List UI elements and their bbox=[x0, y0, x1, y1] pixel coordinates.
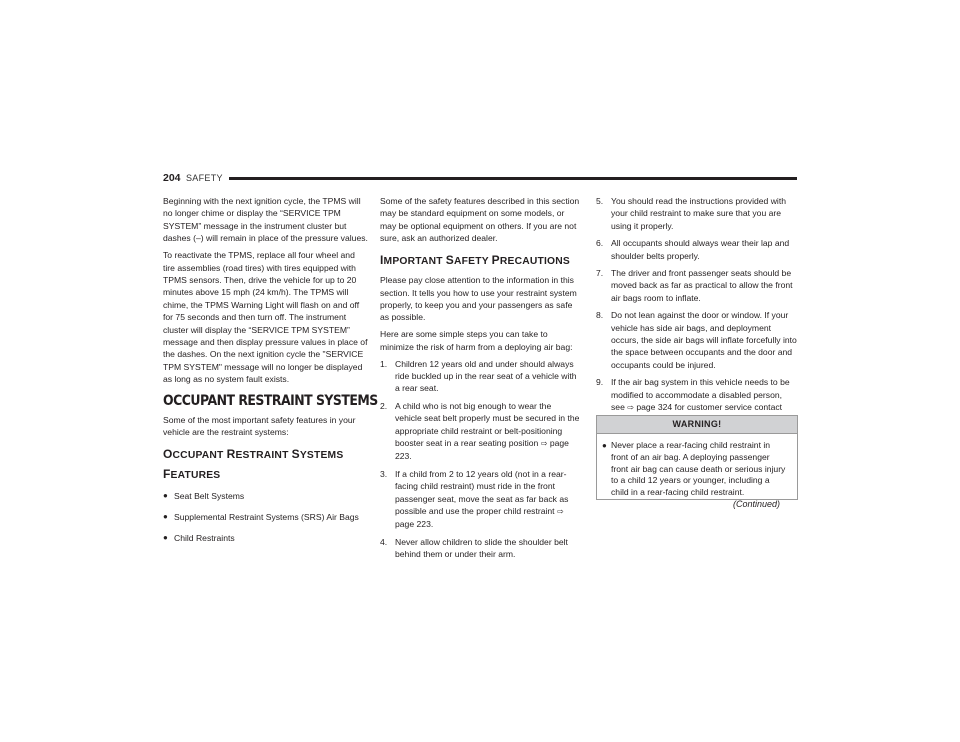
list-item: 7. The driver and front passenger seats should be moved back as far as practical to allow the front air bags room to inflate. bbox=[596, 268, 793, 303]
page-reference-link[interactable]: page 223. bbox=[395, 438, 569, 462]
list-item: 5. You should read the instructions provided with your child restraint to make sure that you are using it properly. bbox=[596, 196, 787, 231]
bullet-dot-icon: ● bbox=[163, 533, 168, 543]
paragraph-restraint-intro: Some of the most important safety features in your vehicle are the restraint systems: bbox=[163, 415, 356, 438]
heading-occupant-restraint-systems: OCCUPANT RESTRAINT SYSTEMS bbox=[163, 392, 378, 409]
header-rule bbox=[229, 177, 797, 180]
subheading-restraint-features: OCCUPANT RESTRAINT SYSTEMS FEATURES bbox=[163, 446, 344, 482]
bullet-dot-icon: ● bbox=[602, 441, 607, 450]
page-reference-arrow-icon: ⇨ bbox=[556, 507, 564, 517]
features-list bbox=[163, 490, 368, 545]
list-item: ● Child Restraints bbox=[163, 533, 235, 544]
precautions-list-part2 bbox=[596, 195, 798, 427]
precautions-list-part1 bbox=[380, 358, 580, 561]
page-reference-link[interactable]: page 324 for customer service contact bbox=[636, 402, 783, 413]
list-item: ● Supplemental Restraint Systems (SRS) Air Bags bbox=[163, 512, 359, 523]
paragraph-tpms-disabled: Beginning with the next ignition cycle, the TPMS will no longer chime or display the “SERVICE TPM SYSTEM” message in the instrument cluster but dashes (–) will remain in place of the pressure values. bbox=[163, 196, 368, 244]
bullet-dot-icon: ● bbox=[163, 512, 168, 522]
column-right bbox=[596, 195, 798, 432]
page-reference-arrow-icon: ⇨ bbox=[627, 403, 634, 413]
page-reference-arrow-icon: ⇨ bbox=[540, 439, 548, 448]
section-title: SAFETY bbox=[186, 173, 223, 183]
warning-body bbox=[597, 434, 797, 499]
paragraph-attention: Please pay close attention to the information in this section. It tells you how to use your restraint system properly, to keep you and your passengers as safe as possible. bbox=[380, 275, 577, 323]
paragraph-tpms-reactivate: To reactivate the TPMS, replace all four wheel and tire assemblies (road tires) with tires equipped with TPMS sensors. Then, drive the vehicle for up to 20 minutes above 15 mph (24 km/h). The TPMS will chime, the TPMS Warning Light will flash on and off for 75 seconds and then turn off. The instrument cluster will display the “SERVICE TPM SYSTEM” message and then display pressure values in place of the dashes. On the next ignition cycle the "SERVICE TPM SYSTEM" message will no longer be displayed as long as no system fault exists. bbox=[163, 250, 368, 385]
continued-label: (Continued) bbox=[733, 499, 781, 509]
column-middle bbox=[380, 195, 580, 566]
paragraph-optional-equipment: Some of the safety features described in this section may be standard equipment on some models, or may be optional equipment on others. If you are not sure, ask an authorized dealer. bbox=[380, 196, 580, 244]
list-item: 6. All occupants should always wear their lap and shoulder belts properly. bbox=[596, 238, 790, 261]
list-item: 1. Children 12 years old and under should always ride buckled up in the rear seat of a vehicle with a rear seat. bbox=[380, 358, 577, 394]
page-number: 204 bbox=[163, 172, 181, 184]
warning-box bbox=[596, 415, 798, 500]
list-item: 2. A child who is not big enough to wear the vehicle seat belt properly must be secured in the appropriate child restraint or belt-positioning booster seat in a rear seating position ⇨ page 223. bbox=[380, 400, 580, 462]
page-header bbox=[163, 172, 797, 186]
page-reference-link[interactable]: page 223. bbox=[395, 519, 434, 530]
list-item: 3. If a child from 2 to 12 years old (not in a rear-facing child restraint) must ride in the front passenger seat, move the seat as far back as possible and use the proper child restraint ⇨ page 223. bbox=[380, 468, 569, 530]
subheading-safety-precautions: IMPORTANT SAFETY PRECAUTIONS bbox=[380, 252, 570, 267]
warning-text: Never place a rear-facing child restraint in front of an air bag. A deploying passenger front air bag can cause death or serious injury to a child 12 years or younger, including a child in a rear-facing child restraint. bbox=[611, 440, 786, 498]
list-item: 8. Do not lean against the door or window. If your vehicle has side air bags, and deployment occurs, the side air bags will inflate forcefully into the space between occupants and the door and occupants could be injured. bbox=[596, 310, 797, 370]
paragraph-simple-steps: Here are some simple steps you can take to minimize the risk of harm from a deploying air bag: bbox=[380, 329, 573, 352]
warning-title: WARNING! bbox=[597, 416, 797, 434]
list-item: ● Seat Belt Systems bbox=[163, 490, 245, 501]
column-left bbox=[163, 195, 378, 553]
bullet-dot-icon: ● bbox=[163, 490, 168, 500]
list-item: 9. If the air bag system in this vehicle needs to be modified to accommodate a disabled person, see ⇨ page 324 for customer service contact bbox=[596, 376, 798, 427]
list-item: 4. Never allow children to slide the shoulder belt behind them or under their arm. bbox=[380, 536, 568, 560]
